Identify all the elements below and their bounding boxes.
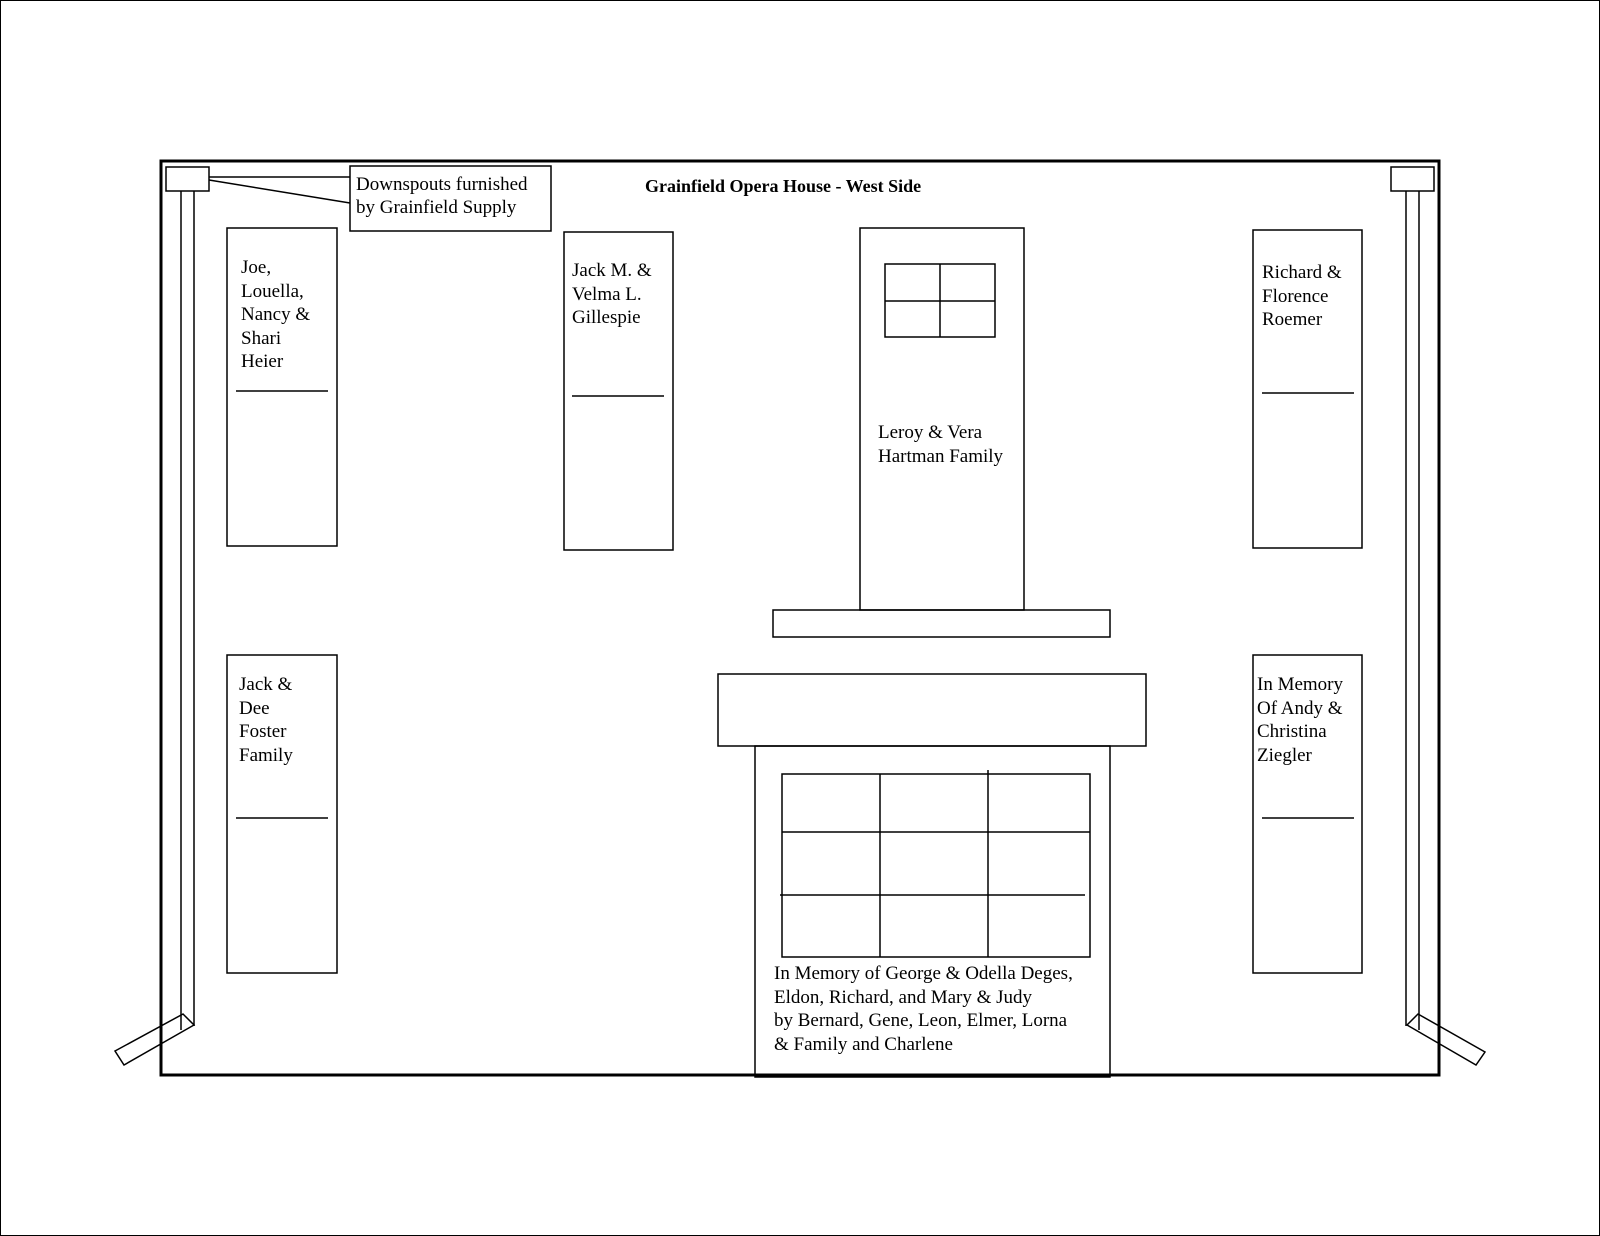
deges-line-1: In Memory of George & Odella Deges,: [774, 963, 1073, 984]
awning: [718, 674, 1146, 746]
deges-line-4: & Family and Charlene: [774, 1033, 953, 1055]
callout-line-2: by Grainfield Supply: [356, 197, 517, 218]
panel-roemer-label: Richard & Florence Roemer: [1262, 262, 1342, 330]
diagram-title: Grainfield Opera House - West Side: [645, 176, 922, 196]
deges-line-2: Eldon, Richard, and Mary & Judy: [774, 986, 1033, 1008]
upper-door-label: Leroy & Vera Hartman Family: [878, 422, 1004, 467]
panel-heier-label: Joe, Louella, Nancy & Shari Heier: [241, 257, 311, 372]
door-sill: [773, 610, 1110, 637]
panel-gillespie-label: Jack M. & Velma L. Gillespie: [572, 260, 652, 328]
building-outline: [161, 161, 1439, 1075]
deges-line-3: by Bernard, Gene, Leon, Elmer, Lorna: [774, 1010, 1068, 1031]
lower-window-grid: [780, 770, 1090, 957]
panel-foster-label: Jack & Dee Foster Family: [239, 674, 293, 766]
lower-entrance-label: [774, 962, 1073, 1056]
callout-line-1: Downspouts furnished: [356, 174, 528, 195]
upper-window: [885, 264, 995, 337]
panel-ziegler-label: In Memory Of Andy & Christina Ziegler: [1257, 674, 1344, 766]
callout-text: [356, 173, 528, 219]
